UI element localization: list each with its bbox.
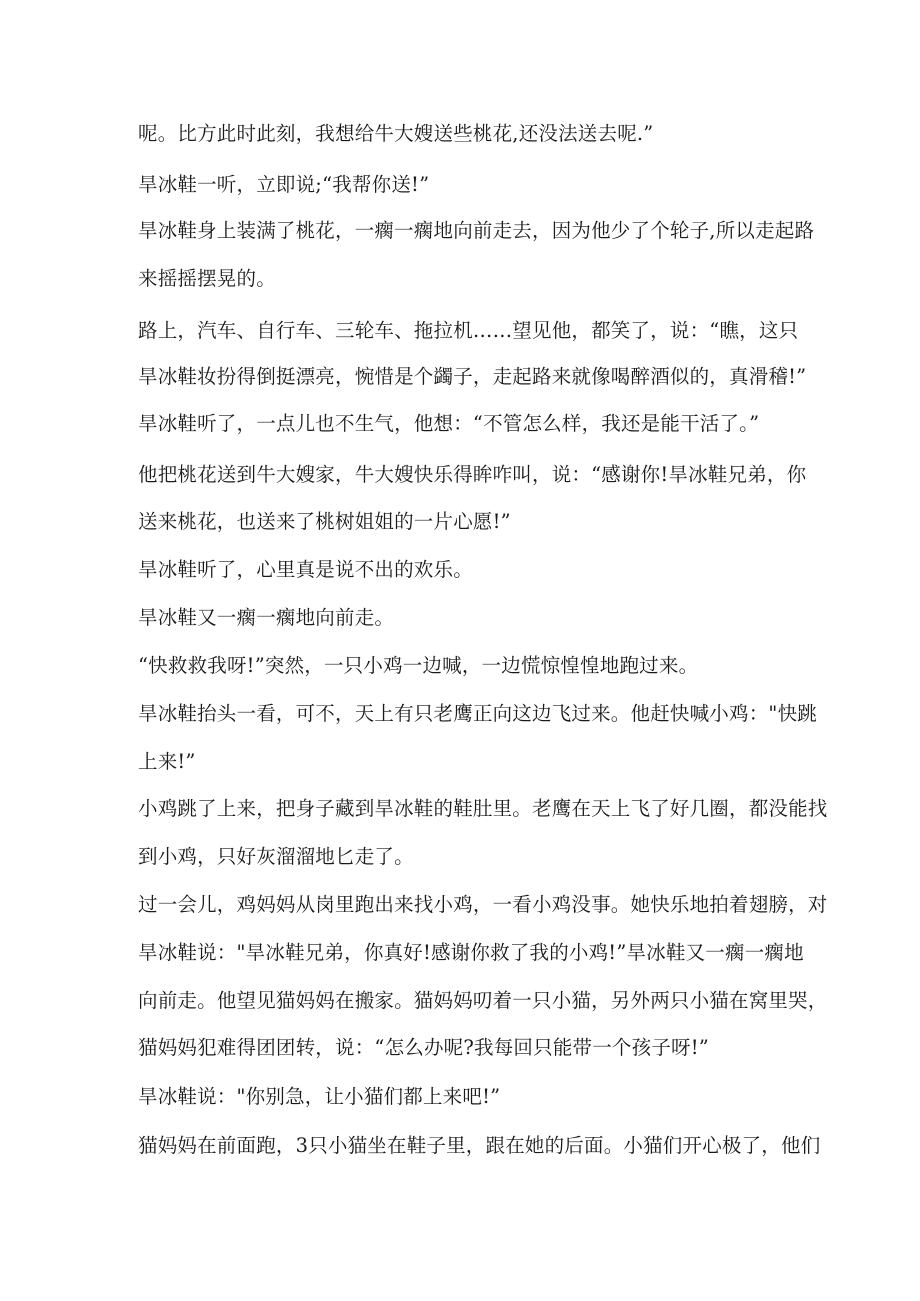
- text-line: 旱冰鞋又一瘸一瘸地向前走。: [138, 606, 395, 629]
- text-line: 猫妈妈犯难得团团转，说：“怎么办呢?我每回只能带一个孩子呀!”: [138, 1036, 709, 1059]
- text-line: 旱冰鞋妆扮得倒挺漂亮，惋惜是个蠲子，走起路来就像喝醉酒似的，真滑稽!”: [138, 365, 807, 388]
- text-line: 旱冰鞋身上装满了桃花，一瘸一瘸地向前走去，因为他少了个轮子,所以走起路: [138, 219, 815, 242]
- text-line: 上来!”: [138, 750, 196, 773]
- text-line: 呢。比方此时此刻，我想给牛大嫂送些桃花,还没法送去呢.”: [138, 122, 654, 145]
- text-line: 旱冰鞋听了，一点儿也不生气，他想：“不管怎么样，我还是能干活了。”: [138, 412, 760, 435]
- text-line: 送来桃花，也送来了桃树姐姐的一片心愿!”: [138, 510, 511, 533]
- text-line: “快救救我呀!”突然，一只小鸡一边喊，一边慌惊惶惶地跑过来。: [138, 654, 699, 677]
- text-line: 过一会儿，鸡妈妈从岗里跑出来找小鸡，一看小鸡没事。她快乐地拍着翅膀，对: [138, 893, 828, 916]
- text-line: 他把桃花送到牛大嫂家，牛大嫂快乐得眸咋叫，说：“感谢你!旱冰鞋兄弟，你: [138, 463, 807, 486]
- text-line: 向前走。他望见猫妈妈在搬家。猫妈妈叨着一只小猫，另外两只小猫在窝里哭，: [138, 989, 828, 1012]
- text-line: 小鸡跳了上来，把身子藏到旱冰鞋的鞋肚里。老鹰在天上飞了好几圈，都没能找: [138, 797, 828, 820]
- text-line: 旱冰鞋抬头一看，可不，天上有只老鹰正向这边飞过来。他赶快喊小鸡："快跳: [138, 702, 817, 725]
- text-line: 旱冰鞋一听，立即说;“我帮你送!”: [138, 173, 430, 196]
- text-line: 猫妈妈在前面跑，3只小猫坐在鞋子里，跟在她的后面。小猫们开心极了，他们: [138, 1134, 821, 1157]
- text-line: 旱冰鞋说："旱冰鞋兄弟，你真好!感谢你救了我的小鸡!”旱冰鞋又一瘸一瘸地: [138, 941, 804, 964]
- text-line: 到小鸡，只好灰溜溜地匕走了。: [138, 845, 414, 868]
- text-line: 来摇摇摆晃的。: [138, 267, 276, 290]
- text-line: 旱冰鞋说："你别急，让小猫们都上来吧!”: [138, 1085, 501, 1108]
- text-line: 路上，汽车、自行车、三轮车、拖拉机……望见他，都笑了，说：“瞧，这只: [138, 319, 799, 342]
- text-line: 旱冰鞋听了，心里真是说不出的欢乐。: [138, 558, 473, 581]
